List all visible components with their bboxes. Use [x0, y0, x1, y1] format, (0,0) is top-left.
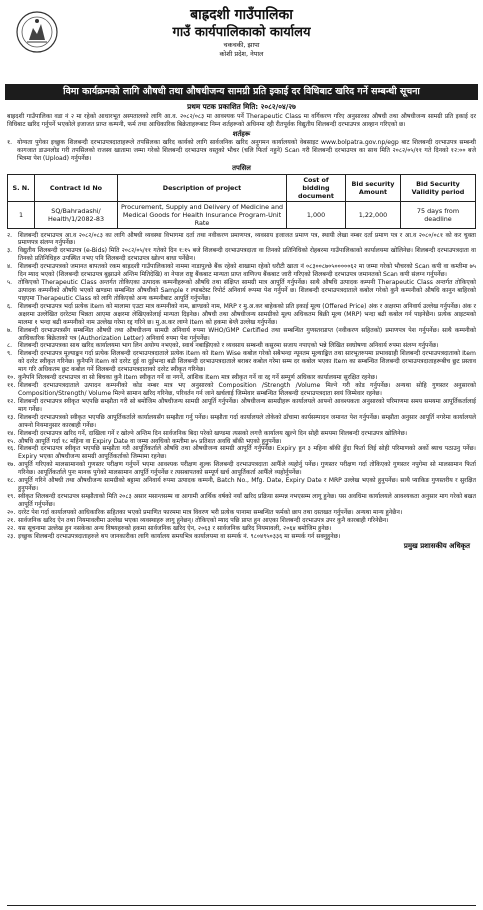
- list-item-number: ११.: [7, 382, 16, 390]
- condition-1: १. योग्यता पुगेका इच्छुक शिलबन्दी दरभाउपत्रदाताहरूले तपसिलका खरिद कार्यको लागि सार्वजनिक खरिद अनुगमन कार्यालयको वेबसाइट www.bolpatra.gov.np/egp बाट शिलबन्दी दरभाउपत्र सम्बन्धी कागजात डाउनलोड गरी तपसिलको राजस्व खातामा जम्मा गरेको शिलबन्दी दरभाउपत्र वस्तुको भौचर (चलि फिर्ता नहुने) Scan गरी शिलबन्दी दरभाउपत्र का साथ मिति २०८२/०५/११ गते दिनको १२:०० बजे भित्रमा पेश (Upload) गर्नुपर्नेछ।: [7, 138, 476, 162]
- conditions-list: [7, 232, 476, 541]
- list-item-number: २०.: [7, 508, 16, 516]
- condition-1-text: योग्यता पुगेका इच्छुक शिलबन्दी दरभाउपत्रदाताहरूले तपसिलका खरिद कार्यको लागि सार्वजनिक खरिद अनुगमन कार्यालयको वेबसाइट www.bolpatra.gov.np/egp बाट शिलबन्दी दरभाउपत्र सम्बन्धी कागजात डाउनलोड गरी तपसिलको राजस्व खातामा जम्मा गरेको शिलबन्दी दरभाउपत्र वस्तुको भौचर (चलि फिर्ता नहुने) Scan गरी शिलबन्दी दरभाउपत्र का साथ मिति २०८२/०५/११ गते दिनको १२:०० बजे भित्रमा पेश (Upload) गर्नुपर्नेछ।: [17, 138, 476, 162]
- cell-contract-id: SQ/Bahradashi/ Health/1/2082-83: [35, 201, 118, 228]
- list-item-number: ९.: [7, 350, 13, 358]
- conditions-heading: शर्तहरू: [232, 129, 251, 138]
- cell-description: Procurement, Supply and Delivery of Medicine and Medical Goods for Health Insurance Program-Unit Rate: [118, 201, 287, 228]
- list-item: [7, 430, 476, 438]
- list-item: [7, 533, 476, 541]
- list-item: [7, 382, 476, 398]
- list-item: [7, 509, 476, 517]
- list-item: [7, 398, 476, 414]
- municipality-name: बाह्रदशी गाउँपालिका: [190, 7, 293, 23]
- office-location: चकचकी, झापा: [223, 41, 260, 49]
- list-item-number: १२.: [7, 397, 16, 405]
- col-header-sn: S. N.: [8, 174, 35, 201]
- list-item: [7, 350, 476, 374]
- list-item-number: २२.: [7, 524, 16, 532]
- publish-date: प्रथम पटक प्रकाशित मिति: २०८२/०४/२७: [187, 102, 296, 111]
- nepal-emblem-icon: [15, 10, 59, 54]
- list-item-number: १७.: [7, 461, 16, 469]
- list-item-text: शिलबन्दी दरभाउपत्रको स्वीकृत भएपछि आपूर्तिकर्ताले कार्यालयसँग सम्झौता गर्नु पर्नेछ। सम्झौता गर्दा कार्यालयले तोकेको ढाँचामा कार्यसम्पादन जमानत पेश गर्नुपर्नेछ। सम्झौता अनुसार आपूर्ति नगरेमा कार्यालयले आफ्नो नियमानुसार कारबाही गर्नेछ।: [18, 413, 476, 429]
- list-item-text: स्वीकृत शिलबन्दी दरभाउपत्र सम्झौताको मिति २०८३ असार मसान्तसम्म वा आगामी आर्थिक वर्षको नयाँ खरिद प्रक्रिया सम्पन्न नभएसम्म लागू हुनेछ। यस अवधिमा कार्यालयले आवश्यकता अनुसार माग गरेको बखत आपूर्ति गर्नुपर्नेछ।: [18, 492, 476, 508]
- list-item-text: इच्छुक शिलबन्दी दरभाउपत्रदाताहरुले थप जानकारीका लागि कार्यालय समयभित्र कार्यालयमा वा सम्पर्क नं. ९८०४९५०३३६ मा सम्पर्क गर्न सक्नुहुनेछ।: [18, 532, 341, 540]
- cell-sn: 1: [8, 201, 35, 228]
- list-item-number: १०.: [7, 374, 16, 382]
- list-item-text: यस सूचनामा उल्लेख हुन नसकेका अन्य विषयहरुको हकमा सार्वजनिक खरिद ऐन, २०६३ र सार्वजनिक खरिद नियमावली, २०६४ बमोजिम हुनेछ।: [18, 524, 332, 532]
- list-item-number: १९.: [7, 492, 16, 500]
- list-item: [7, 232, 476, 248]
- list-item-text: शिलबन्दी दरभाउपत्रको जमानत बापतको रकम बाह्रदशी गाउँपालिकाको नाममा नाडापुल्छे बैंक रहेको शाखामा रहेको धरौटी खाता नं ०८३००८७०५०००००६२ मा जम्मा गरेको भौचरको Scan कपी वा कम्तीमा ७५ दिन म्याद भएको (शिलबन्दी दरभाउपत्र बुझाउने अन्तिम मितिदेखि) वा नेपाल राष्ट्र बैंकबाट मान्यता प्राप्त वाणिज्य बैंकबाट जारी गरिएको शिलबन्दी दरभाउपत्र जमानतको Scan कपी संलग्न गर्नुपर्नेछ।: [18, 263, 476, 279]
- bottom-border: [7, 905, 476, 906]
- list-item-number: ६.: [7, 302, 13, 310]
- office-province: कोशी प्रदेश, नेपाल: [219, 50, 264, 58]
- col-header-description: Description of project: [118, 174, 287, 201]
- list-item-text: शिलबन्दी दरभाउपत्र स्वीकृत भएपछि सम्झौता गरी सो बमोजिम औषधीजन्य सामग्री आपूर्ति गर्नुपर्नेछ। औषधीजन्य सामग्रीहरू कार्यालयले आफ्नो आवश्यकता अनुसारको परिमाणमा समय समयमा आपूर्तिकर्तालाई माग गर्नेछ।: [18, 397, 476, 413]
- list-item: [7, 525, 476, 533]
- list-item-text: विद्युतीय शिलबन्दी दरभाउपत्र (e-Bids) मिति २०८२/०५/११ गतेको दिन १:१५ बजे शिलबन्दी दरभाउपत्रदाता वा तिनको प्रतिनिधिको रोहबरमा गाउँपालिकाको कार्यालयमा खोलिनेछ। शिलबन्दी दरभाउपत्रदाता वा तिनको प्रतिनिधिहरु उपस्थित नभए पनि शिलबन्दी दरभाउपत्र खोल्न बाधा पर्नेछैन।: [18, 247, 476, 263]
- list-item: [7, 517, 476, 525]
- list-item: [7, 279, 476, 303]
- cell-cost: 1,000: [287, 201, 346, 228]
- list-item: [7, 247, 476, 263]
- list-item-number: १६.: [7, 445, 16, 453]
- tapashil-heading: तपसिल: [232, 163, 251, 172]
- table-header-row: [8, 174, 476, 201]
- list-item-number: २३.: [7, 532, 16, 540]
- office-name: गाउँ कार्यपालिकाको कार्यालय: [172, 25, 311, 40]
- list-item-text: कुनैपनि शिलबन्दी दरभाउपत्र वा सो बिचका कुनै Item स्वीकृत गर्ने वा नगर्ने, आंशिक Item मात्र स्वीकृत गर्ने वा रद्द गर्ने सम्पूर्ण अधिकार कार्यालयमा सुरक्षित रहनेछ।: [18, 374, 378, 382]
- letterhead: [7, 6, 476, 84]
- list-item-text: दररेट पेश गर्दा कार्यालयको आधिकारिक सहितका भएको प्रमाणित फारममा मात्र विवरण भरी प्रत्येक पानामा सम्बन्धित फर्मको छाप तथा दस्तखत गर्नुपर्नेछ। अन्यथा मान्य हुनेछैन।: [18, 508, 403, 516]
- list-item-text: शिलबन्दी दरभाउपत्र भर्दा प्रत्येक Item को मालामा एउटा मात्र कम्पनीको नाम, ब्राण्डको नाम, MRP र मु.अ.कर बाहेकको प्रति इकाई मूल्य (Offered Price) अंक र अक्षरमा अनिवार्य उल्लेख गर्नुपर्नेछ। अंक र अक्षरमा उल्लेखित दररेटमा भिन्नता आएमा अक्षरमा लेखिएकोलाई मान्यता दिइनेछ। औषधी तथा औषधीजन्य सामग्रीको मूल्य अधिकतम बिक्री मूल्य (MRP) भन्दा बढी कबोल गर्न पाइनेछैन। प्रत्येक आइटमको मालमा १ भन्दा बढी कम्पनीको नाम उल्लेख गरेमा रद्द गरिने छ। मु.अ.कर लाग्ने Item को हकमा बेग्लै उल्लेख गर्नुपर्नेछ।: [18, 302, 476, 326]
- list-item-number: २१.: [7, 516, 16, 524]
- list-item-text: शिलबन्दी दरभाउपत्रदाताले उत्पादन कम्पनीको कोड नम्बर मात्र भए अनुसारको Composition /Strength /Volume मिल्ने गरी कोड गर्नुपर्नेछ। अन्यथा सोहि गुणस्तर अनुसारको Composition/Strength/ Volume मिल्ने सामान खरिद गरिनेछ, परिवर्तन गर्न जाने खर्चलाई जिम्मेवार सम्बन्धित शिलबन्दी दरभाउपत्रदाता स्वयं जिम्मेवार रहनेछ।: [18, 382, 476, 397]
- list-item: [7, 414, 476, 430]
- list-item-text: आपूर्ति गरिएको मालसामानको गुणस्तर परीक्षण गर्नुपर्ने भएमा आवश्यक परीक्षण शुल्क शिलबन्दी दरभाउपत्रदाता आफैँले व्यहोर्नु पर्नेछ। गुणस्तर परीक्षण गर्दा तोकिएको गुणस्तर नपुगेमा सो मालसामान फिर्ता गरिनेछ। आपूर्तिकर्ताले पुनः मानक पुगेको मालसामान आपूर्ति गर्नुपर्नेछ र त्यसबापतको सम्पूर्ण खर्च आपूर्तिकर्ता आफैँले व्यहोर्नुपर्नेछ।: [18, 461, 476, 477]
- list-item: [7, 374, 476, 382]
- table-row: [8, 201, 476, 228]
- list-item: [7, 461, 476, 477]
- list-item-text: आपूर्ति गरिने औषधी तथा औषधीजन्य सामग्रीको बट्टामा अनिवार्य रुपमा उत्पादक कम्पनी, Batch No., Mfg. Date, Expiry Date र MRP उल्लेख भएको हुनुपर्नेछ। साथै प्याकिङ गुणस्तरीय र सुरक्षित हुनुपर्नेछ।: [18, 477, 476, 493]
- col-header-contract-id: Contract Id No: [35, 174, 118, 201]
- list-item-number: ७.: [7, 326, 13, 334]
- list-item-number: १८.: [7, 477, 16, 485]
- intro-paragraph: बाह्रदशी गाउँपालिका वडा नं २ मा रहेको आधारभूत अस्पतालको लागि आ.व. २०८२/०८३ मा आवश्यक पर्ने Therapeutic Class मा वर्गिकरण गरिए अनुसारका औषधी तथा औषधीजन्य सामग्री प्रति इकाई दर विधिबाट खरिद गर्नुपर्ने भएकोले इजाजत प्राप्त कम्पनी, फर्म तथा आधिकारिक बिक्रेताहरूबाट निम्न शर्तहरूको अधिनमा रही रीतपूर्वक विद्युतीय शिलबन्दी दरभाउपत्र आव्हान गरिएको छ।: [7, 113, 476, 128]
- list-item-number: ५.: [7, 279, 13, 287]
- list-item: [7, 445, 476, 461]
- list-item: [7, 477, 476, 493]
- list-item-text: औषधि आपूर्ति गर्दा १८ महिना वा Expiry Date वा जम्मा अवधिको कम्तीमा ७५ प्रतिशत अवधि बाँकी भएको हुनुपर्नेछ।: [18, 437, 282, 445]
- list-item-text: शिलबन्दी दरभाउपत्र मूल्याङ्कन गर्दा प्रत्येक शिलबन्दी दरभाउपत्रदाताले प्रत्येक Item को Item Wise कबोल गरेको सबैभन्दा न्यूनतम मूल्याङ्कित तथा सारभूतरुपमा प्रभावग्राही शिलबन्दी दरभाउपत्रदाताको Item को दररेट स्वीकृत गरिनेछ। कुनैपनि Item को दररेट दुई वा दुईभन्दा बढी शिलबन्दी दरभाउपत्रदाताले बराबर कबोल गरेमा सम्म दर कबोल भएका Item का सम्बन्धित शिलबन्दी दरभाउपत्रदाताहरूबीच छुट प्रस्ताव माग गरि अधिकतम छुट कबोल गर्ने शिलबन्दी दरभाउपत्रदाताको दररेट स्वीकृत गरिनेछ।: [18, 350, 476, 374]
- list-item-text: सार्वजनिक खरिद ऐन तथा नियमावलीमा उल्लेख भएका व्यवस्थाहरु लागू हुनेछन्। तोकिएको म्याद पछि प्राप्त हुन आएका शिलबन्दी दरभाउपत्र उपर कुनै कारबाही गरिनेछैन।: [18, 516, 389, 524]
- list-item: [7, 303, 476, 327]
- list-item-text: शिलबन्दी दरभाउपत्र स्वीकृत भएपछि सम्झौता गरी आपूर्तिकर्ताले औषधि तथा औषधीजन्य सामग्री आपूर्ति गर्नुपर्नेछ। Expiry हुन ३ महिना बाँकी हुँदा फिर्ता लिई सोही परिमाणको अर्को ब्याच पठाउनु पर्नेछ। Expiry भएका औषधीजन्य सामग्री आपूर्तिकर्ताको जिम्मामा रहनेछ।: [18, 445, 476, 461]
- list-item: [7, 327, 476, 343]
- list-item-number: १५.: [7, 437, 16, 445]
- list-item-text: शिलबन्दी दरभाउपत्रसँग सम्बन्धित औषधी तथा औषधीजन्य सामग्री अनिवार्य रुपमा WHO/GMP Certified तथा सम्बन्धित गुणस्तरप्राप्त (नवीकरण सहितको) प्रमाणपत्र पेश गर्नुपर्नेछ। साथै कम्पनीको आधिकारिक बिक्रेताको पत्र (Authorization Letter) अनिवार्य रुपमा पेश गर्नुपर्नेछ।: [18, 326, 476, 342]
- list-item-text: शिलबन्दी दरभाउपत्रका साथ खरिद कार्यालयमा भाग लिन अयोग्य नभएको, स्वार्थ नबाझिएको र व्यवसाय सम्बन्धी कसुरमा सजाय नपाएको भन्ने लिखित स्वघोषणा अनिवार्य रुपमा संलग्न गर्नुपर्नेछ।: [18, 342, 439, 350]
- contract-table: [7, 174, 476, 229]
- notice-title: विमा कार्यक्रमको लागि औषधी तथा औषधीजन्य सामग्री प्रति इकाई दर विधिबाट खरिद गर्ने सम्बन्धी सूचना: [5, 84, 478, 100]
- cell-bid-amount: 1,22,000: [346, 201, 401, 228]
- list-item-text: शिलबन्दी दरभाउपत्र आ.व २०८२/०८३ का लागि औषधी व्यवस्था विभागमा दर्ता तथा नवीकरण प्रमाणपत्र, व्यवसाय इजाजत प्रमाण पत्र, स्थायी लेखा नम्बर दर्ता प्रमाण पत्र र आ.व २०८०/०८१ को कर चुक्ता प्रमाणपत्र संलग्न गर्नुपर्नेछ।: [18, 231, 476, 247]
- list-item-number: १३.: [7, 413, 16, 421]
- signature-title: प्रमुख प्रशासकीय अधिकृत: [403, 542, 470, 551]
- list-item: [7, 493, 476, 509]
- list-item: [7, 263, 476, 279]
- col-header-validity: Bid Security Validity period: [401, 174, 476, 201]
- list-item-text: शिलबन्दी दरभाउपत्र खरिद गर्ने, दाखिला गर्ने र खोल्ने अन्तिम दिन सार्वजनिक बिदा परेको खण्डमा त्यसको लगत्तै कार्यालय खुल्ने दिन सोही समयमा शिलबन्दी दरभाउपत्र खोलिनेछ।: [18, 429, 408, 437]
- cell-validity: 75 days from deadline: [401, 201, 476, 228]
- list-item-number: १४.: [7, 429, 16, 437]
- col-header-cost: Cost of bidding document: [287, 174, 346, 201]
- list-item-number: ३.: [7, 247, 13, 255]
- col-header-bid-amount: Bid security Amount: [346, 174, 401, 201]
- list-item-number: २.: [7, 231, 13, 239]
- list-item-number: ८.: [7, 342, 13, 350]
- list-item-text: तोकिएको Therapeutic Class अन्तर्गत तोकिएका उत्पादक कम्पनीहरूको औषधि तथा संक्षिप्त सामग्री मात्र आपूर्ति गर्नुपर्नेछ। साथै औषधि उत्पादक कम्पनी Therapeutic Class अन्तर्गत तोकिएको उत्पादक कम्पनीको औषधि भएको खण्डमा सम्बन्धित औषधीको Sample र ल्याबटेस्ट रिपोर्ट अनिवार्य रूपमा पेश गर्नुपर्ने छ। शिलबन्दी दरभाउपत्रदाताले कबोल गरेको कुनै कम्पनीको औषधि कानुन बाहिरको पाइएमा Therapeutic Class को लागि तोकिएको अन्य कम्पनीबाट आपूर्ति गर्नुपर्नेछ।: [18, 279, 476, 302]
- list-item-number: ४.: [7, 263, 13, 271]
